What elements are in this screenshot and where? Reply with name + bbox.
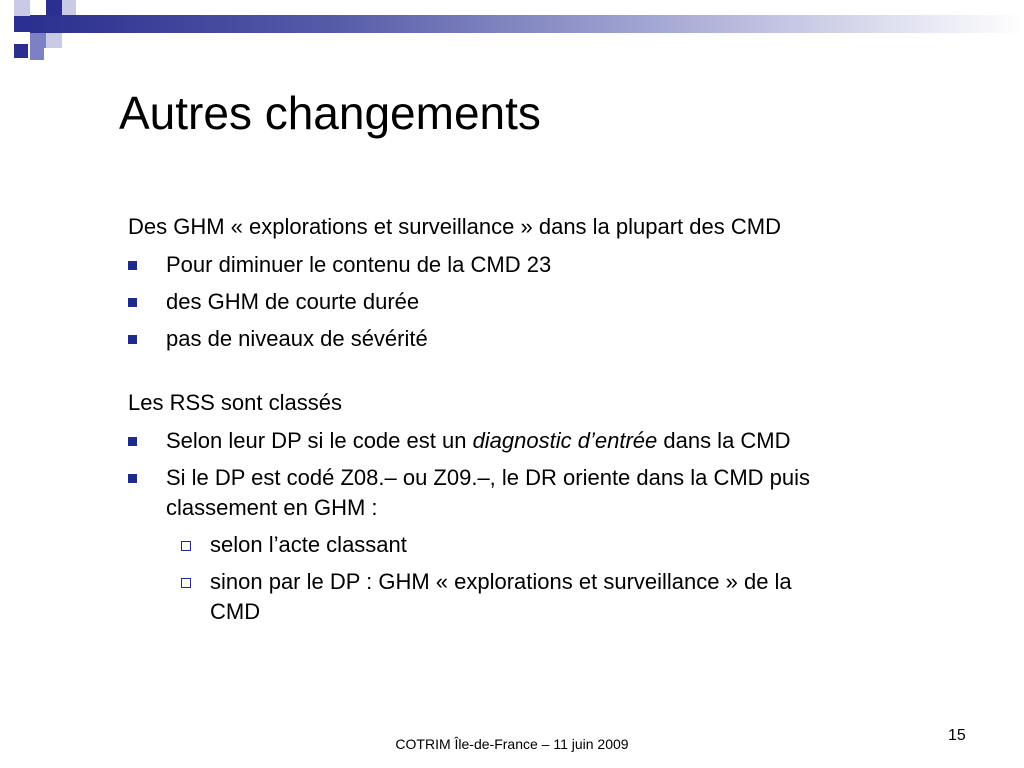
- section-heading: Des GHM « explorations et surveillance » dans la plupart des CMD: [128, 214, 781, 239]
- square-bullet-icon: [128, 298, 137, 307]
- square-bullet-icon: [128, 474, 137, 483]
- square-bullet-icon: [128, 335, 137, 344]
- sub-list-item-text: sinon par le DP : GHM « explorations et surveillance » de la: [210, 569, 792, 594]
- slide-title: Autres changements: [119, 87, 541, 139]
- bullet-list: [128, 250, 948, 354]
- square-bullet-icon: [128, 437, 137, 446]
- hollow-square-bullet-icon: [181, 541, 191, 551]
- sub-bullet-list: [166, 530, 948, 627]
- decor-square: [30, 46, 44, 60]
- decor-square: [46, 32, 62, 48]
- decor-square: [46, 0, 62, 16]
- list-item: [128, 324, 948, 354]
- header-gradient-bar: [30, 15, 1024, 33]
- list-item-text: classement en GHM :: [166, 495, 378, 520]
- list-item-text: Selon leur DP si le code est un: [166, 428, 473, 453]
- list-item-text: des GHM de courte durée: [166, 289, 420, 314]
- hollow-square-bullet-icon: [181, 578, 191, 588]
- list-item: [128, 250, 948, 280]
- list-item-text: Pour diminuer le contenu de la CMD 23: [166, 252, 552, 277]
- sub-list-item-text: CMD: [210, 599, 261, 624]
- list-item: [128, 426, 948, 456]
- square-bullet-icon: [128, 261, 137, 270]
- decor-square: [14, 0, 30, 16]
- sub-list-item-text: selon l’acte classant: [210, 532, 407, 557]
- list-item-text: dans la CMD: [657, 428, 791, 453]
- decor-square: [62, 0, 76, 16]
- decor-square: [14, 44, 28, 58]
- decor-square: [14, 16, 30, 32]
- slide-body: [128, 212, 948, 634]
- list-item-text: pas de niveaux de sévérité: [166, 326, 428, 351]
- list-item-text: Si le DP est codé Z08.– ou Z09.–, le DR oriente dans la CMD puis: [166, 465, 811, 490]
- section-heading: Les RSS sont classés: [128, 390, 342, 415]
- slide-footer: COTRIM Île-de-France – 11 juin 2009: [395, 736, 629, 752]
- page-number: 15: [948, 727, 966, 744]
- list-item-emphasis: diagnostic d’entrée: [472, 428, 658, 453]
- sub-list-item: [166, 530, 948, 560]
- bullet-list: [128, 426, 948, 627]
- sub-list-item: [166, 567, 948, 627]
- list-item: [128, 287, 948, 317]
- list-item: [128, 463, 948, 627]
